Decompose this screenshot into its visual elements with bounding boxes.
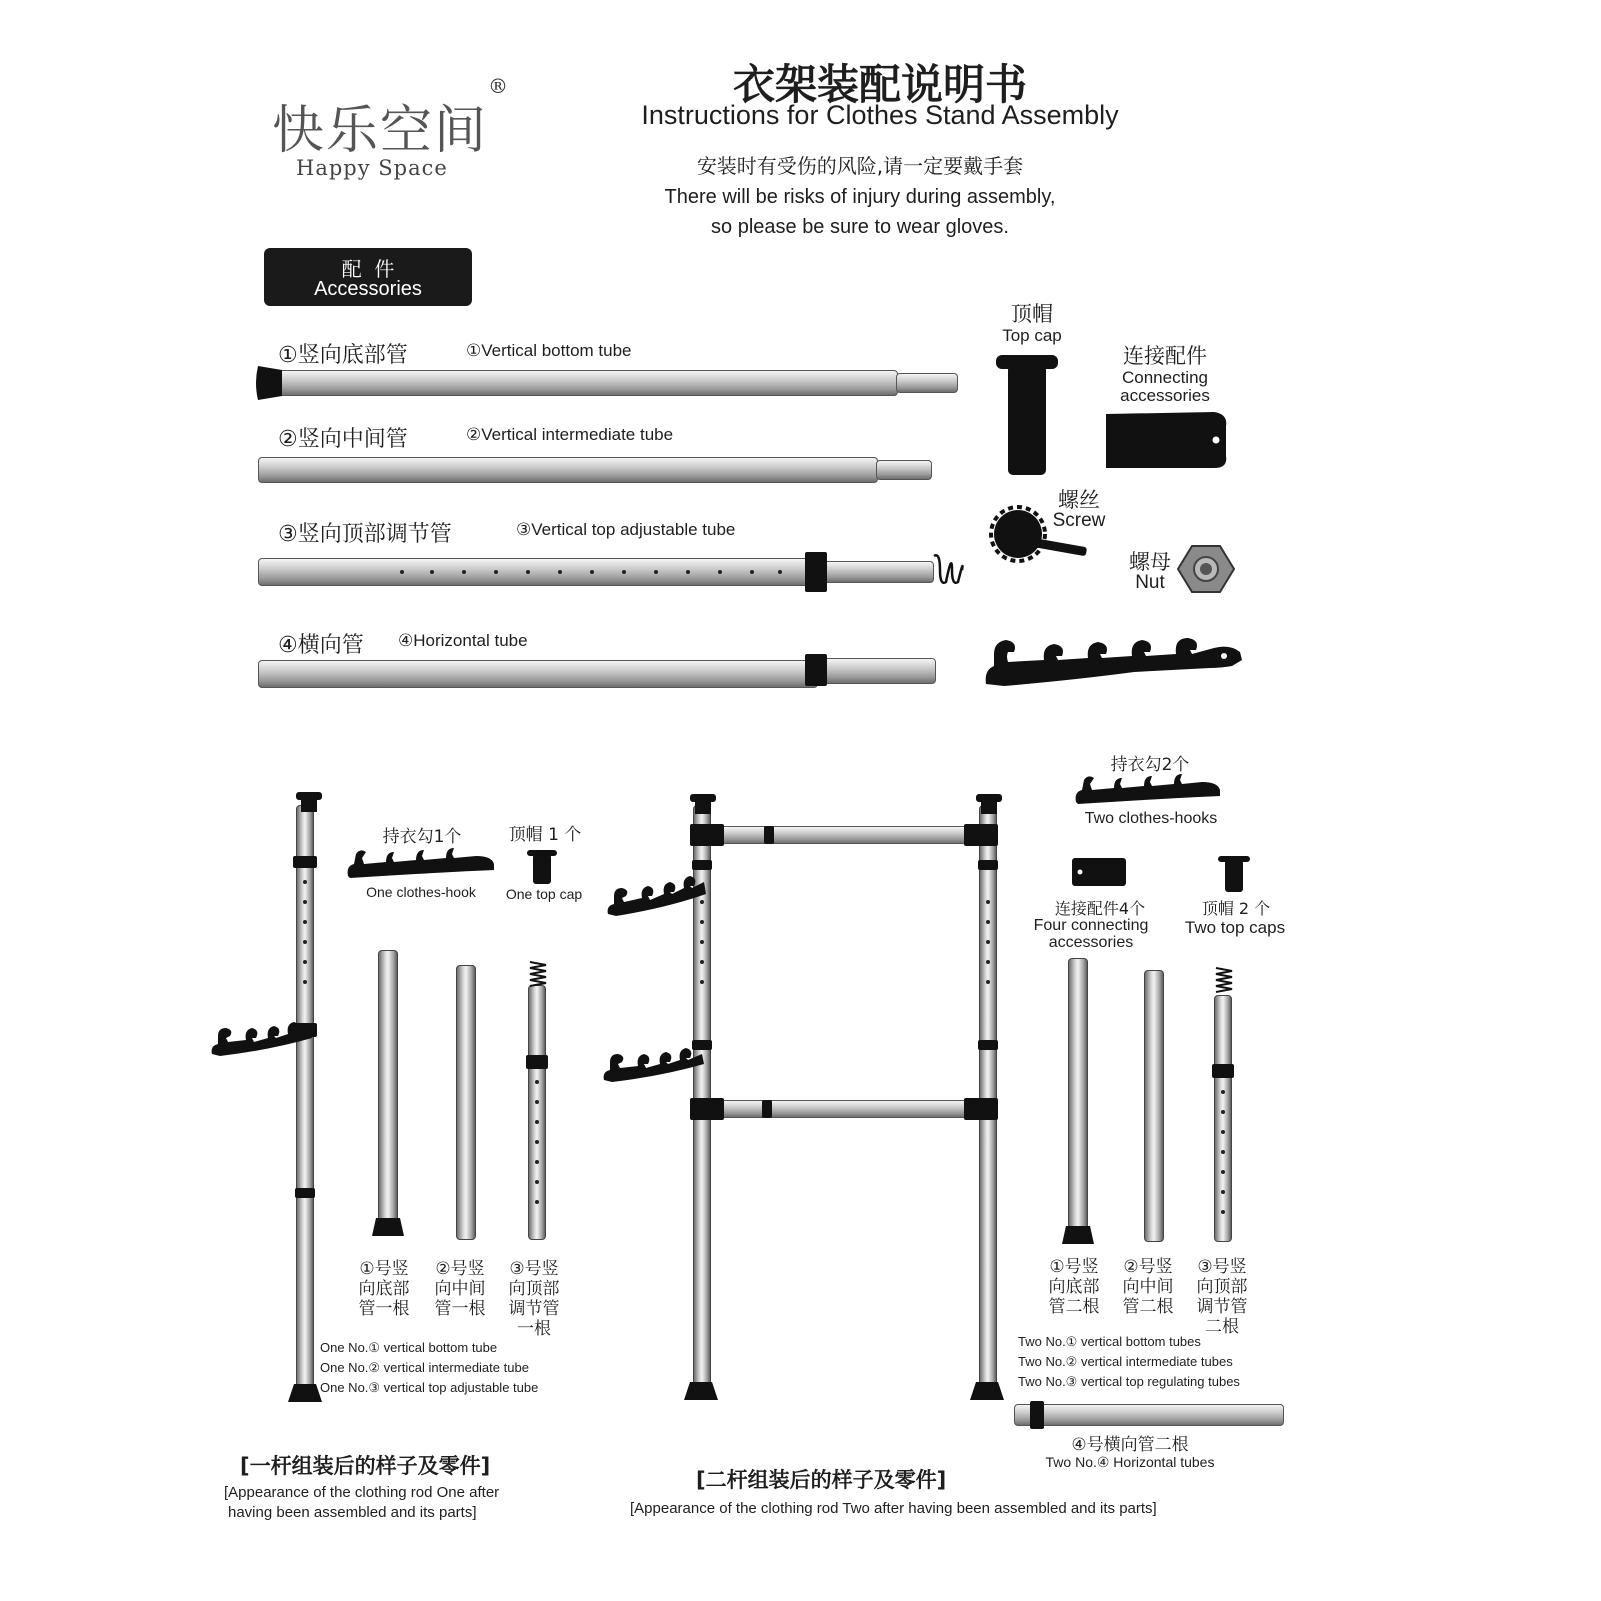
accessories-badge-en: Accessories (314, 278, 422, 300)
vertical-bottom-tube-tip (896, 373, 958, 393)
nut-icon (1178, 544, 1234, 594)
two-rod-horizontal-tube (1014, 1404, 1284, 1426)
two-rod-right-foot (970, 1382, 1004, 1400)
warning-en-line1: There will be risks of injury during assembly, (664, 186, 1056, 208)
two-rod-conn-label-en-1: Four connecting (1033, 917, 1149, 934)
screw-label-en: Screw (1052, 510, 1106, 531)
two-rod-hook-label-en: Two clothes-hooks (1084, 810, 1218, 827)
two-rod-right-cap (976, 794, 1002, 814)
top-cap-label-cn: 顶帽 (1011, 302, 1053, 326)
one-rod-top-cap (296, 792, 322, 812)
two-rod-part1-line2: 向底部 (1048, 1277, 1100, 1297)
tube4-label-en: ④Horizontal tube (398, 631, 528, 650)
one-rod-cap-label-en: One top cap (505, 886, 583, 902)
two-rod-part2-line3: 管二根 (1122, 1297, 1174, 1317)
one-rod-part3-collar (526, 1055, 548, 1069)
two-rod-left-cap (690, 794, 716, 814)
two-rod-top-bar (710, 826, 980, 844)
screw-label-cn: 螺丝 (1058, 488, 1100, 512)
tube2-label-en: ②Vertical intermediate tube (466, 425, 674, 444)
top-cap-label-en: Top cap (1002, 326, 1062, 345)
nut-label-en: Nut (1135, 572, 1165, 593)
two-rod-cap-label-en: Two top caps (1184, 918, 1286, 937)
connecting-label-en-1: Connecting (1121, 368, 1208, 387)
two-rod-connector-bl (690, 1098, 724, 1120)
two-rod-horiz-label-cn: ④号横向管二根 (1071, 1435, 1189, 1455)
one-rod-part1-line1: ①号竖 (359, 1259, 409, 1279)
tube4-label-cn: ④横向管 (278, 633, 364, 658)
one-rod-part2-line2: 向中间 (434, 1279, 486, 1299)
one-rod-part2-tube (456, 965, 476, 1240)
one-rod-hook-part-icon (346, 846, 496, 878)
two-rod-connector-tr (964, 824, 998, 846)
one-rod-list-3: One No.③ vertical top adjustable tube (320, 1380, 539, 1395)
two-rod-cap-part-icon (1218, 856, 1250, 892)
two-rod-cap-label-cn: 顶帽 2 个 (1201, 899, 1271, 918)
registered-mark: ® (488, 74, 508, 98)
connecting-label-cn: 连接配件 (1123, 344, 1207, 368)
one-rod-collar-3 (295, 1188, 315, 1198)
two-rod-list-3: Two No.③ vertical top regulating tubes (1018, 1374, 1240, 1389)
one-rod-part1-line2: 向底部 (358, 1279, 410, 1299)
horizontal-tube-tip (816, 658, 936, 684)
one-rod-foot (288, 1384, 322, 1402)
clothes-hook-icon (984, 626, 1248, 688)
brand-logo-text: 快乐空间 (272, 101, 489, 161)
two-rod-list-1: Two No.① vertical bottom tubes (1018, 1334, 1201, 1349)
two-rod-part3-collar (1212, 1064, 1234, 1078)
two-rod-horiz-label-en: Two No.④ Horizontal tubes (1045, 1454, 1215, 1470)
two-rod-part3-line1: ③号竖 (1197, 1257, 1247, 1277)
vertical-intermediate-tube (258, 457, 878, 483)
two-rod-left-foot (684, 1382, 718, 1400)
nut-label-cn: 螺母 (1129, 550, 1171, 574)
one-rod-part1-foot (372, 1218, 404, 1236)
tube3-collar (805, 552, 827, 592)
connecting-label-en-2: accessories (1120, 386, 1210, 405)
vertical-bottom-tube (278, 370, 898, 396)
vertical-top-adjustable-tube-tip (816, 561, 934, 583)
two-rod-hook-part-icon (1074, 772, 1220, 804)
two-rod-hook-lower (602, 1042, 706, 1084)
two-rod-part3-line2: 向顶部 (1196, 1277, 1248, 1297)
two-rod-list-2: Two No.② vertical intermediate tubes (1018, 1354, 1233, 1369)
two-rod-caption-en: [Appearance of the clothing rod Two after having been assembled and its parts] (630, 1500, 1157, 1517)
one-rod-hook-label-en: One clothes-hook (366, 884, 476, 900)
one-rod-part2-line3: 管一根 (434, 1299, 486, 1319)
two-rod-part1-foot (1062, 1226, 1094, 1244)
two-rod-hook-label-cn: 持衣勾2个 (1110, 755, 1190, 775)
one-rod-list-2: One No.② vertical intermediate tube (320, 1360, 529, 1375)
one-rod-hook-icon (210, 1016, 314, 1058)
tube3-label-cn: ③竖向顶部调节管 (278, 522, 452, 547)
two-rod-connector-tl (690, 824, 724, 846)
two-rod-part3-spring (1214, 966, 1234, 996)
tube2-label-cn: ②竖向中间管 (278, 427, 408, 452)
tube1-label-en: ①Vertical bottom tube (466, 341, 632, 360)
one-rod-cap-part-icon (527, 850, 557, 884)
spring-icon (932, 552, 964, 588)
one-rod-part1-line3: 管一根 (358, 1299, 410, 1319)
tube1-label-cn: ①竖向底部管 (278, 343, 408, 368)
one-rod-cap-label-cn: 顶帽 1 个 (508, 825, 582, 845)
brand-subtitle: Happy Space (296, 156, 448, 180)
two-rod-caption-cn: [二杆组装后的样子及零件] (696, 1468, 947, 1492)
two-rod-horizontal-collar (1030, 1401, 1044, 1429)
two-rod-part3-line4: 二根 (1205, 1317, 1239, 1337)
page-title-cn: 衣架装配说明书 (732, 60, 1027, 109)
two-rod-part2-tube (1144, 970, 1164, 1242)
two-rod-part2-line2: 向中间 (1122, 1277, 1174, 1297)
one-rod-pole (296, 805, 314, 1395)
one-rod-part3-line1: ③号竖 (509, 1259, 559, 1279)
vertical-top-adjustable-tube (258, 558, 818, 586)
one-rod-caption-en-1: [Appearance of the clothing rod One after (224, 1484, 500, 1501)
page-title-en: Instructions for Clothes Stand Assembly (641, 100, 1119, 130)
tube4-collar (805, 654, 827, 686)
top-cap-icon (996, 355, 1058, 477)
one-rod-collar-1 (293, 856, 317, 868)
two-rod-connector-part-icon (1072, 858, 1126, 886)
one-rod-part3-line3: 调节管 (508, 1299, 560, 1319)
two-rod-bottom-bar (710, 1100, 980, 1118)
tube-foot-icon (254, 364, 284, 402)
two-rod-part1-tube (1068, 958, 1088, 1234)
one-rod-caption-cn: [一杆组装后的样子及零件] (240, 1454, 491, 1478)
one-rod-caption-en-2: having been assembled and its parts] (228, 1504, 477, 1521)
one-rod-list-1: One No.① vertical bottom tube (320, 1340, 498, 1355)
tube3-label-en: ③Vertical top adjustable tube (516, 520, 736, 539)
two-rod-conn-label-cn: 连接配件4个 (1054, 899, 1146, 918)
one-rod-part3-line2: 向顶部 (508, 1279, 560, 1299)
connecting-accessory-icon (1106, 412, 1228, 470)
vertical-intermediate-tube-tip (876, 460, 932, 480)
one-rod-hook-label-cn: 持衣勾1个 (382, 827, 462, 847)
two-rod-part1-line3: 管二根 (1048, 1297, 1100, 1317)
warning-en-line2: so please be sure to wear gloves. (711, 216, 1009, 238)
one-rod-part2-line1: ②号竖 (435, 1259, 485, 1279)
two-rod-part2-line1: ②号竖 (1123, 1257, 1173, 1277)
warning-cn: 安装时有受伤的风险,请一定要戴手套 (696, 154, 1024, 178)
two-rod-connector-br (964, 1098, 998, 1120)
two-rod-conn-label-en-2: accessories (1048, 934, 1134, 951)
screw-icon (994, 504, 1090, 568)
one-rod-part3-line4: 一根 (517, 1319, 551, 1339)
accessories-badge-cn: 配 件 (341, 257, 395, 281)
two-rod-part3-tube (1214, 995, 1232, 1242)
two-rod-part1-line1: ①号竖 (1049, 1257, 1099, 1277)
two-rod-hook-upper (606, 874, 706, 918)
one-rod-part1-tube (378, 950, 398, 1222)
two-rod-part3-line3: 调节管 (1196, 1297, 1248, 1317)
one-rod-part3-spring (528, 960, 548, 988)
horizontal-tube (258, 660, 818, 688)
